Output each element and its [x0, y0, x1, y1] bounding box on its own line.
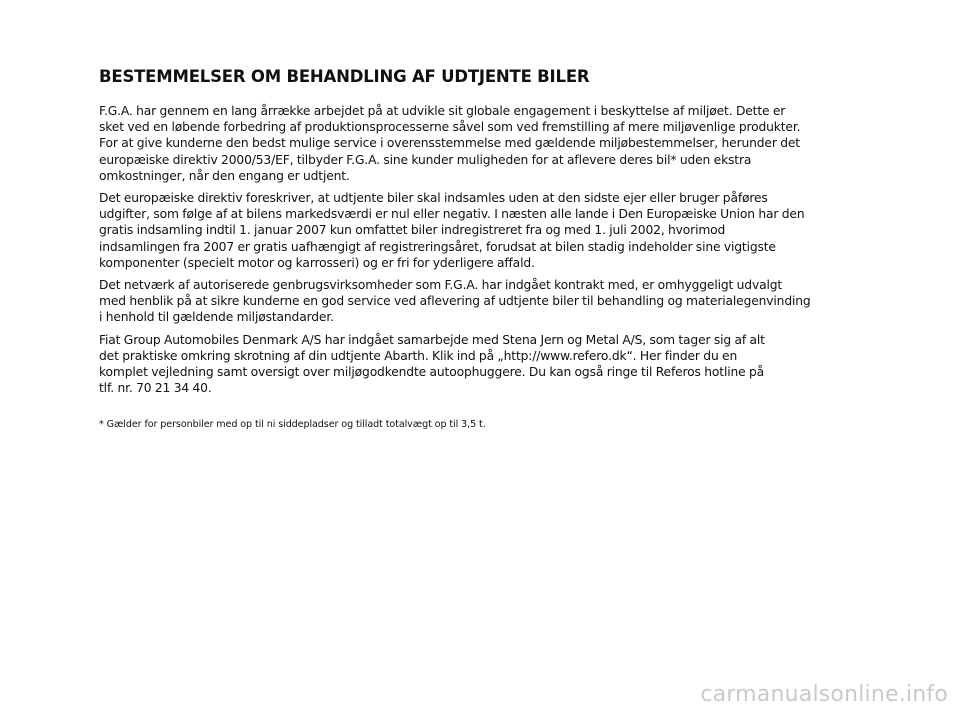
- footnote: * Gælder for personbiler med op til ni siddepladser og tilladt totalvægt op til 3,5 t.: [99, 419, 486, 431]
- paragraph-3: Det netværk af autoriserede genbrugsvirksomheder som F.G.A. har indgået kontrakt med, er omhyggeligt udvalgt med henblik på at sikre kunderne en god service ved aflevering af udtjente biler til behandling og materialegenvinding i henhold til gældende miljøstandarder.: [99, 278, 811, 325]
- page-title: BESTEMMELSER OM BEHANDLING AF UDTJENTE BILER: [99, 67, 590, 86]
- paragraph-4: Fiat Group Automobiles Denmark A/S har indgået samarbejde med Stena Jern og Metal A/S, som tager sig af alt det praktiske omkring skrotning af din udtjente Abarth. Klik ind på „http://www.refero.dk“. Her finder du en komplet vejledning samt oversigt over miljøgodkendte autoophuggere. Du kan også ringe til Referos hotline på tlf. nr. 70 21 34 40.: [99, 332, 765, 396]
- paragraph-1: F.G.A. har gennem en lang årrække arbejdet på at udvikle sit globale engagement i beskyttelse af miljøet. Dette er sket ved en løbende forbedring af produktionsprocesserne såvel som ved fremstilling af mere miljøvenlige produkter. For at give kunderne den bedst mulige service i overensstemmelse med gældende miljøbestemmelser, herunder det europæiske direktiv 2000/53/EF, tilbyder F.G.A. sine kunder muligheden for at aflevere deres bil* uden ekstra omkostninger, når den engang er udtjent.: [99, 104, 801, 183]
- watermark: carmanualsonline.info: [700, 682, 948, 707]
- document-content: [99, 66, 839, 441]
- paragraph-2: Det europæiske direktiv foreskriver, at udtjente biler skal indsamles uden at den sidste ejer eller bruger påføres udgifter, som følge af at bilens markedsværdi er nul eller negativ. I næsten alle lande i Den Europæiske Union har den gratis indsamling indtil 1. januar 2007 kun omfattet biler indregistreret fra og med 1. juli 2002, hvorimod indsamlingen fra 2007 er gratis uafhængigt af registreringsåret, forudsat at bilen stadig indeholder sine vigtigste komponenter (specielt motor og karrosseri) og er fri for yderligere affald.: [99, 191, 805, 270]
